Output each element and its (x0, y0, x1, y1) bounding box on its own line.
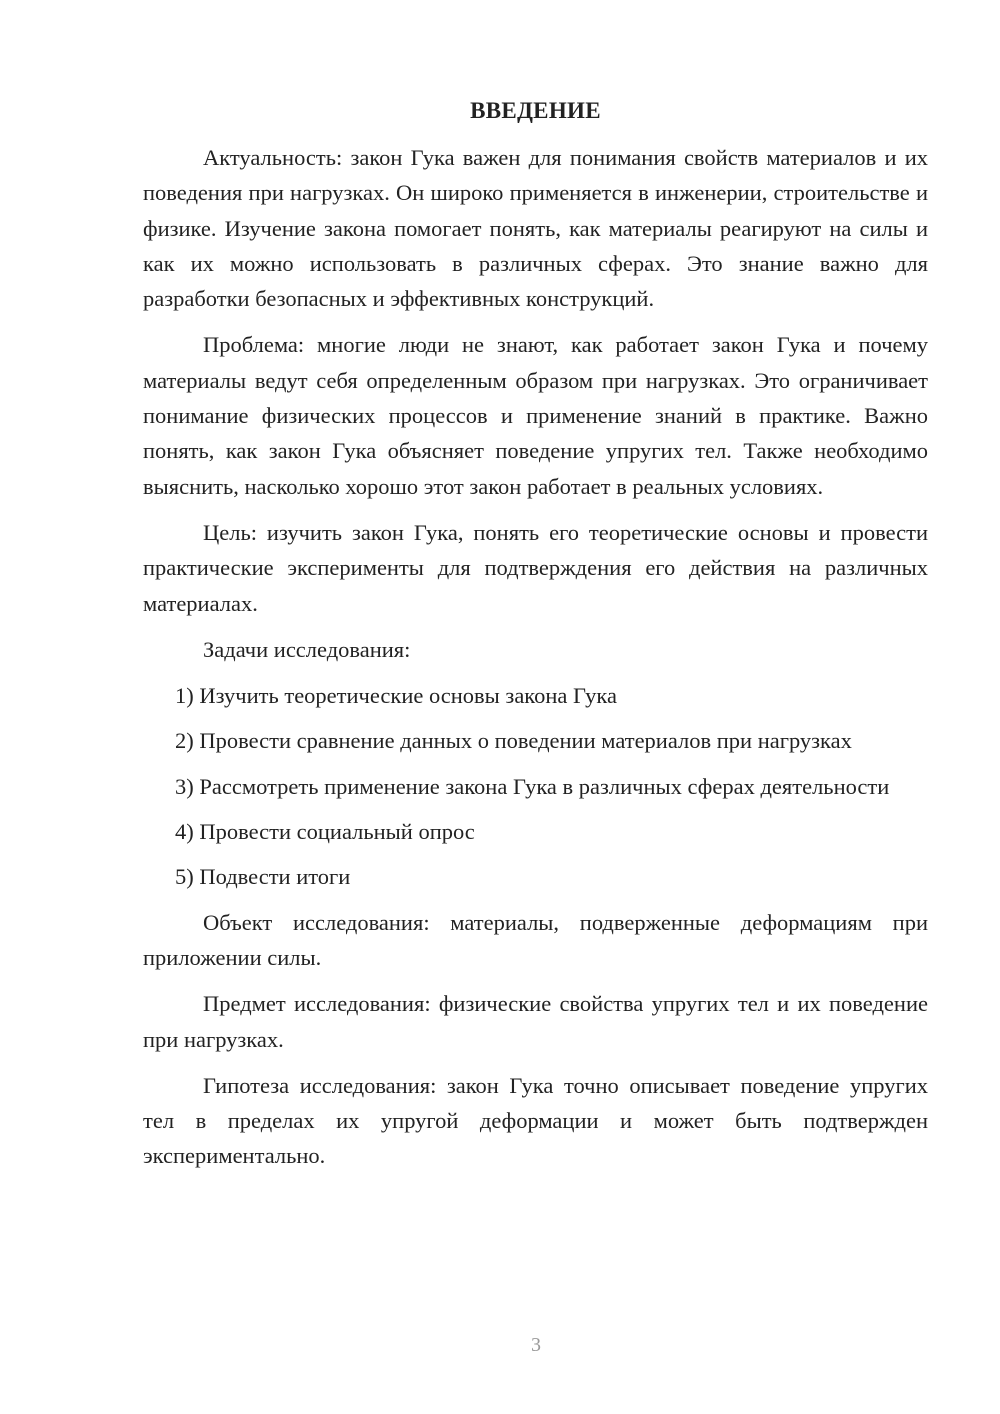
goal-paragraph: Цель: изучить закон Гука, понять его теоретические основы и провести практические эксперименты для подтверждения его действия на различных материалах. (143, 519, 928, 616)
task-item-2: 2) Провести сравнение данных о поведении материалов при нагрузках (175, 728, 852, 754)
hypothesis-paragraph: Гипотеза исследования: закон Гука точно описывает поведение упругих тел в пределах их упругой деформации и может быть подтвержден экспериментально. (143, 1072, 928, 1169)
object-paragraph: Объект исследования: материалы, подверженные деформациям при приложении силы. (143, 909, 928, 970)
task-item-3: 3) Рассмотреть применение закона Гука в различных сферах деятельности (175, 773, 890, 799)
task-item-1: 1) Изучить теоретические основы закона Гука (175, 683, 617, 709)
section-title: ВВЕДЕНИЕ (470, 98, 601, 123)
problem-paragraph: Проблема: многие люди не знают, как работает закон Гука и почему материалы ведут себя определенным образом при нагрузках. Это ограничивает понимание физических процессов и применение знаний в практике. Важно понять, как закон Гука объясняет поведение упругих тел. Также необходимо выяснить, насколько хорошо этот закон работает в реальных условиях. (143, 332, 928, 499)
page-number: 3 (531, 1334, 541, 1356)
relevance-paragraph: Актуальность: закон Гука важен для понимания свойств материалов и их поведения при нагрузках. Он широко применяется в инженерии, строительстве и физике. Изучение закона помогает понять, как материалы реагируют на силы и как их можно использовать в различных сферах. Это знание важно для разработки безопасных и эффективных конструкций. (143, 145, 928, 312)
page-content (143, 93, 928, 1185)
subject-paragraph: Предмет исследования: физические свойства упругих тел и их поведение при нагрузках. (143, 991, 928, 1052)
task-item-4: 4) Провести социальный опрос (175, 819, 475, 845)
task-item-5: 5) Подвести итоги (175, 864, 351, 890)
tasks-heading: Задачи исследования: (203, 636, 411, 662)
